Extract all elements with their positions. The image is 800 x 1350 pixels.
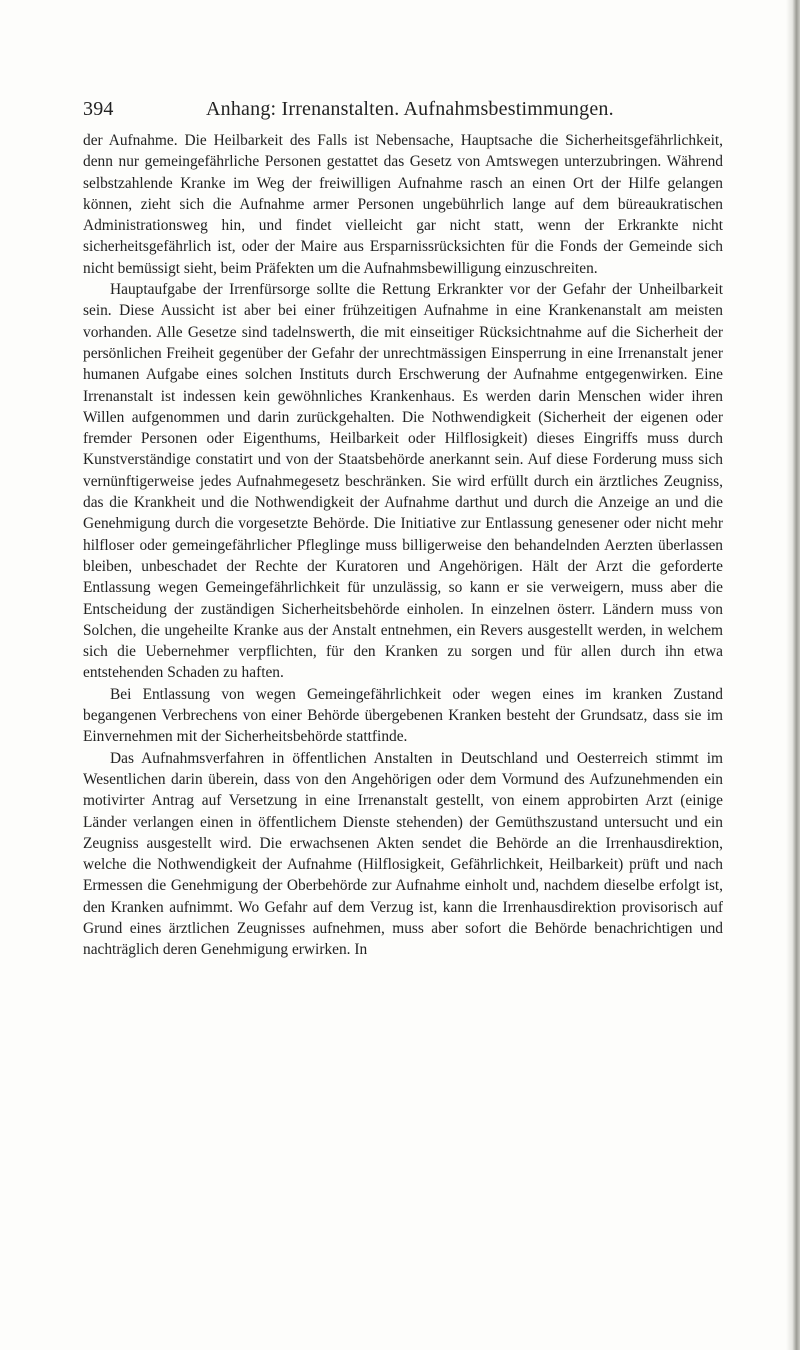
paragraph: der Aufnahme. Die Heilbarkeit des Falls ist Nebensache, Hauptsache die Sicherheitsgefährlichkeit, denn nur gemeingefährliche Personen gestattet das Gesetz von Amtswegen unterzubringen. Während selbstzahlende Kranke im Weg der freiwilligen Aufnahme rasch an einen Ort der Hilfe gelangen können, zieht sich die Aufnahme armer Personen ungebührlich lange auf dem büreaukratischen Administrationsweg hin, und findet vielleicht gar nicht statt, wenn der Erkrankte nicht sicherheitsgefährlich ist, oder der Maire aus Ersparnissrücksichten für die Fonds der Gemeinde sich nicht bemüssigt sieht, beim Präfekten um die Aufnahmsbewilligung einzuschreiten. xyxy=(83,132,723,277)
running-title: Anhang: Irrenanstalten. Aufnahmsbestimmungen. xyxy=(206,98,614,120)
paragraph: Das Aufnahmsverfahren in öffentlichen Anstalten in Deutschland und Oesterreich stimmt im Wesentlichen darin überein, dass von den Angehörigen oder dem Vormund des Aufzunehmenden ein motivirter Antrag auf Versetzung in eine Irrenanstalt gestellt, von einem approbirten Arzt (einige Länder verlangen einen in öffentlichem Dienste stehenden) der Gemüthszustand untersucht und ein Zeugniss ausgestellt wird. Die erwachsenen Akten sendet die Behörde an die Irrenhausdirektion, welche die Nothwendigkeit der Aufnahme (Hilflosigkeit, Gefährlichkeit, Heilbarkeit) prüft und nach Ermessen die Genehmigung der Oberbehörde zur Aufnahme einholt und, nachdem dieselbe erfolgt ist, den Kranken aufnimmt. Wo Gefahr auf dem Verzug ist, kann die Irrenhausdirektion provisorisch auf Grund eines ärztlichen Zeugnisses aufnehmen, muss aber sofort die Behörde benachrichtigen und nachträglich deren Genehmigung erwirken. In xyxy=(83,749,723,959)
paragraph: Bei Entlassung von wegen Gemeingefährlichkeit oder wegen eines im kranken Zustand begangenen Verbrechens von einer Behörde übergebenen Kranken besteht der Grundsatz, dass sie im Einvernehmen mit der Sicherheitsbehörde stattfinde. xyxy=(83,685,723,746)
paragraph: Hauptaufgabe der Irrenfürsorge sollte die Rettung Erkrankter vor der Gefahr der Unheilbarkeit sein. Diese Aussicht ist aber bei einer frühzeitigen Aufnahme in eine Krankenanstalt am meisten vorhanden. Alle Gesetze sind tadelnswerth, die mit einseitiger Rücksichtnahme auf die Sicherheit der persönlichen Freiheit gegenüber der Gefahr der unrechtmässigen Einsperrung in eine Irrenanstalt jener humanen Aufgabe eines solchen Instituts durch Erschwerung der Aufnahme entgegenwirken. Eine Irrenanstalt ist indessen kein gewöhnliches Krankenhaus. Es werden darin Menschen wider ihren Willen aufgenommen und darin zurückgehalten. Die Nothwendigkeit (Sicherheit der eigenen oder fremder Personen oder Eigenthums, Heilbarkeit oder Hilflosigkeit) dieses Eingriffs muss durch Kunstverständige constatirt und von der Staatsbehörde anerkannt sein. Auf diese Forderung muss sich vernünftigerweise jedes Aufnahmegesetz beschränken. Sie wird erfüllt durch ein ärztliches Zeugniss, das die Krankheit und die Nothwendigkeit der Aufnahme darthut und durch die Anzeige an und die Genehmigung durch die vorgesetzte Behörde. Die Initiative zur Entlassung genesener oder nicht mehr hilfloser oder gemeingefährlicher Pfleglinge muss billigerweise den behandelnden Aerzten überlassen bleiben, unbeschadet der Rechte der Kuratoren und Angehörigen. Hält der Arzt die geforderte Entlassung wegen Gemeingefährlichkeit für unzulässig, so kann er sie verweigern, muss aber die Entscheidung der zuständigen Sicherheitsbehörde einholen. In einzelnen österr. Ländern muss von Solchen, die ungeheilte Kranke aus der Anstalt entnehmen, ein Revers ausgestellt werden, in welchem sich die Uebernehmer verpflichten, für den Kranken zu sorgen und für allen durch ihn etwa entstehenden Schaden zu haften. xyxy=(83,281,723,682)
page-number: 394 xyxy=(83,98,114,120)
page-header xyxy=(83,98,723,126)
text-body xyxy=(83,130,723,961)
page-edge xyxy=(786,0,800,1350)
